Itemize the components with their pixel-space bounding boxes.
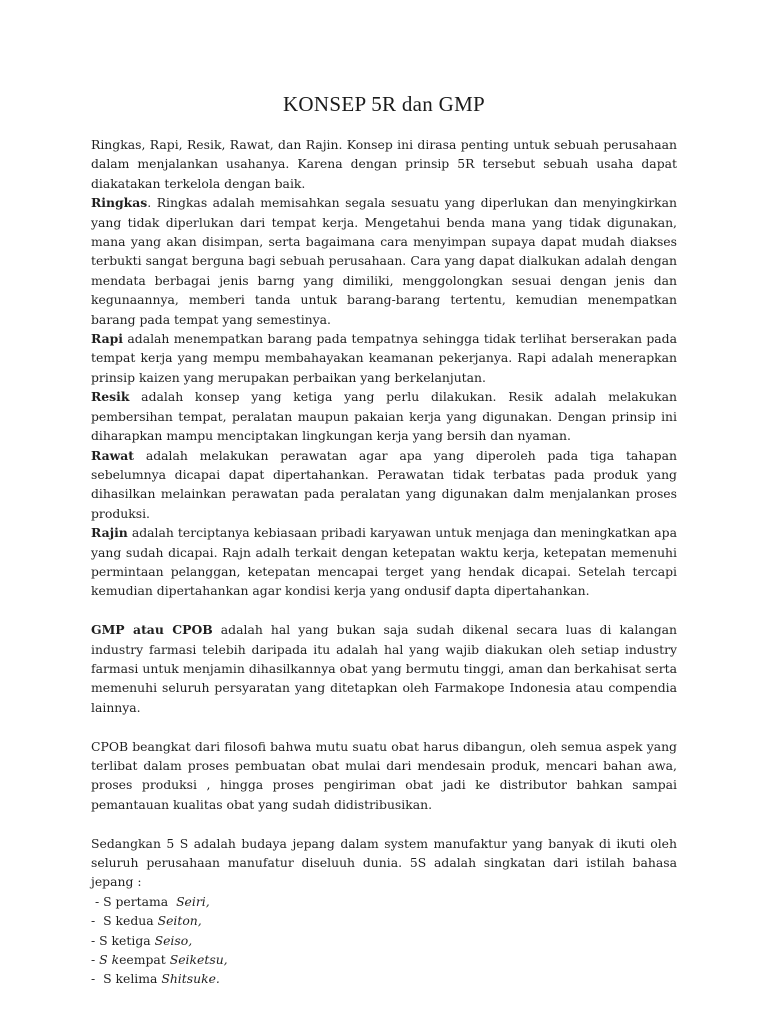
resik-term: Resik: [91, 389, 130, 405]
list-item: [91, 969, 677, 988]
list-item-term: Seiri,: [176, 893, 210, 909]
document-title: KONSEP 5R dan GMP: [282, 92, 486, 116]
list-item-prefix: -: [91, 952, 100, 968]
rajin-term: Rajin: [91, 525, 128, 541]
paragraph-gap: [91, 814, 677, 833]
document-body: [91, 135, 677, 989]
ringkas-term: Ringkas: [91, 195, 148, 211]
list-item: [91, 892, 677, 911]
ringkas-paragraph: [91, 193, 677, 329]
gmp-text: adalah hal yang bukan saja sudah dikenal secara luas di kalangan industry farmasi telebih daripada itu adalah hal yang wajib diakukan oleh setiap industry farmasi untuk menjamin dihasilkannya obat yang bermutu tinggi, aman dan berkahisat serta memenuhi seluruh persyaratan yang ditetapkan oleh Farmakope Indonesia atau compendia lainnya.: [91, 622, 677, 715]
intro-paragraph: Ringkas, Rapi, Resik, Rawat, dan Rajin. Konsep ini dirasa penting untuk sebuah perusahaan dalam menjalankan usahanya. Karena dengan prinsip 5R tersebut sebuah usaha dapat diakatakan terkelola dengan baik.: [91, 137, 677, 191]
rajin-paragraph: [91, 523, 677, 601]
rapi-term: Rapi: [91, 331, 123, 347]
rajin-text: adalah terciptanya kebiasaan pribadi karyawan untuk menjaga dan meningkatkan apa yang sudah dicapai. Rajn adalh terkait dengan ketepatan waktu kerja, ketepatan memenuhi permintaan pelanggan, ketepatan mencapai terget yang hendak dicapai. Setelah tercapi kemudian dipertahankan agar kondisi kerja yang ondusif dapta dipertahankan.: [91, 525, 677, 599]
rawat-paragraph: [91, 446, 677, 524]
resik-paragraph: [91, 387, 677, 445]
list-item-prefix-rest: eempat: [119, 952, 170, 968]
gmp-term: GMP atau CPOB: [91, 622, 213, 638]
paragraph-gap: [91, 601, 677, 620]
list-item: [91, 931, 677, 950]
cpob-paragraph: CPOB beangkat dari filosofi bahwa mutu suatu obat harus dibangun, oleh semua aspek yang terlibat dalam proses pembuatan obat mulai dari mendesain produk, mencari bahan awa, proses produksi , hingga proses pengiriman obat jadi ke distributor bahkan sampai pemantauan kualitas obat yang sudah didistribusikan.: [91, 738, 677, 812]
list-item-term: Seiton,: [157, 913, 202, 929]
rapi-paragraph: [91, 329, 677, 387]
ringkas-text: . Ringkas adalah memisahkan segala sesuatu yang diperlukan dan menyingkirkan yang tidak diperlukan dari tempat kerja. Mengetahui benda mana yang tidak digunakan, mana yang akan disimpan, serta bagaimana cara menyimpan supaya dapat mudah diakses terbukti sangat berguna bagi sebuah perusahaan. Cara yang dapat dialkukan adalah dengan mendata berbagai jenis barng yang dimiliki, menggolongkan sesuai dengan jenis dan kegunaannya, memberi tanda untuk barang-barang tertentu, kemudian menempatkan barang pada tempat yang semestinya.: [91, 195, 677, 327]
rawat-term: Rawat: [91, 447, 135, 463]
rawat-text: adalah melakukan perawatan agar apa yang diperoleh pada tiga tahapan sebelumnya dicapai dapat dipertahankan. Perawatan tidak terbatas pada produk yang dihasilkan melainkan perawatan pada peralatan yang digunakan dalm menjalankan proses produksi.: [91, 447, 677, 521]
paragraph-gap: [91, 717, 677, 736]
list-item: [91, 911, 677, 930]
resik-text: adalah konsep yang ketiga yang perlu dilakukan. Resik adalah melakukan pembersihan tempat, peralatan maupun pakaian kerja yang digunakan. Dengan prinsip ini diharapkan mampu menciptakan lingkungan kerja yang bersih dan nyaman.: [91, 389, 677, 444]
list-item-term: Seiketsu,: [169, 952, 228, 968]
fives-paragraph: Sedangkan 5 S adalah budaya jepang dalam system manufaktur yang banyak di ikuti oleh seluruh perusahaan manufatur diseluuh dunia. 5S adalah singkatan dari istilah bahasa jepang :: [91, 835, 677, 890]
list-item-prefix: - S kelima: [91, 971, 162, 987]
list-item-term: Shitsuke.: [161, 971, 220, 987]
list-item-prefix: - S ketiga: [91, 932, 155, 948]
gmp-paragraph: [91, 620, 677, 717]
list-item-prefix-italic: S k: [99, 952, 120, 968]
list-item-prefix: - S pertama: [91, 893, 177, 909]
list-item: [91, 950, 677, 969]
list-item-term: Seiso,: [154, 932, 193, 948]
rapi-text: adalah menempatkan barang pada tempatnya sehingga tidak terlihat berserakan pada tempat kerja yang mempu membahayakan keamanan pekerjanya. Rapi adalah menerapkan prinsip kaizen yang merupakan perbaikan yang berkelanjutan.: [91, 331, 677, 385]
list-item-prefix: - S kedua: [91, 913, 158, 929]
